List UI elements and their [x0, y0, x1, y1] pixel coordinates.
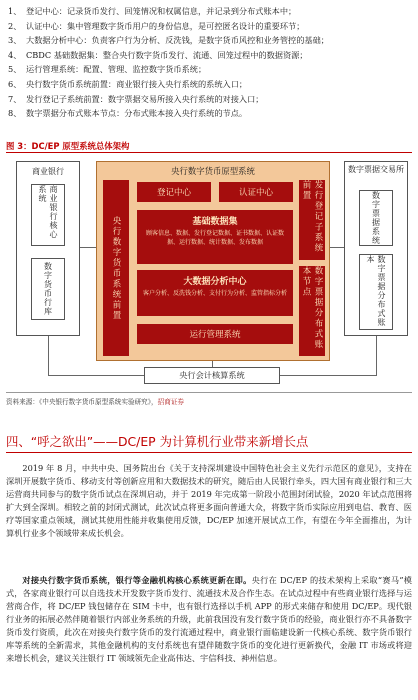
figure-title-rule [6, 152, 412, 153]
bigdata-center-title: 大数据分析中心 [183, 277, 247, 287]
operations-system: 运行管理系统 [137, 324, 293, 344]
architecture-diagram [6, 157, 412, 387]
base-dataset [137, 210, 293, 264]
paragraph-2-lead: 对接央行数字货币系统，银行等金融机构核心系统更新在即。 [22, 575, 252, 585]
paragraph-2-body: 央行在 DC/EP 的技术架构上采取“赛马”模式，各家商业银行可以自选技术开发数字货币发行、流通技术及合作生态。在试点过程中有些商业银行选择与运营商合作，将 DC/EP 钱包储存在 SIM 卡中，也有银行选择以手机 APP 的形式来储存和使用 DC/EP。现代银行业务的拓展必然伴随着银行内部业务系统的升级，此前我国没有发行数字货币的经验，商业银行亦不具备数字货币发行资质，此次在对接央行数字货币的发行流通过程中，商业银行面临建设新一代核心系统、数字货币银行库等系统的全新需求，其他金融机构的支付系统也有望伴随数字货币的变化进行更新换代，金融 IT 市场或将迎来增长机会，建议关注银行 IT 领域领先企业高伟达、宇信科技、神州信息。 [6, 575, 412, 664]
commercial-bank-box [16, 161, 80, 336]
source-note [6, 392, 412, 406]
connector-accounting-left-h [48, 375, 144, 376]
source-prefix: 资料来源：《中央银行数字货币原型系统实验研究》， [6, 398, 158, 406]
commercial-bank-title: 商业银行 [32, 167, 64, 176]
digital-bill-exchange [344, 161, 408, 336]
figure-title: 图 3：DC/EP 原型系统总体架构 [6, 141, 130, 151]
paragraph-1: 2019 年 8 月，中共中央、国务院出台《关于支持深圳建设中国特色社会主义先行示范区的意见》，支持在深圳开展数字货币、移动支付等创新应用和大数据技术的研究，随后由人民银行牵头，四大国有商业银行和三大运营商共同参与的数字货币试点在深圳启动，并于 2019 年完成第一阶段小范围封闭试验，2020 年试点范围将扩大到全深圳。相较之前的封闭式测试，此次试点将更多面向普通大众，将数字货币实际应用到电信、教育、医疗等国家重点领域，测试其使用性能并收集使用反馈，DC/EP 加速开展试点工作，有望在今年全面推出，为计算机行业多个领域带来成长机会。 [6, 463, 412, 539]
base-dataset-desc: 顾客信息、数据、发行登记数据、证书数据、认证数据、运行数据、统计数据、发布数据 [145, 230, 284, 246]
ledger-node: 数字票据分布式账本节点 [299, 266, 325, 356]
connector-accounting-right [376, 336, 377, 376]
connector-accounting-right-h [280, 375, 376, 376]
list-item: 8、 数字票据分布式账本节点：分布式账本接入央行系统的节点。 [8, 108, 248, 119]
registration-center: 登记中心 [137, 182, 211, 202]
component-list [6, 4, 414, 121]
issue-register-front: 发行登记子系统前置 [299, 180, 325, 260]
connector-bank-proto [80, 247, 96, 248]
list-item: 3、 大数据分析中心：负责客户行为分析、反洗钱，是数字货币风控和业务管控的基础； [8, 35, 329, 46]
central-bank-front: 央行数字货币系统前置 [103, 180, 129, 356]
authentication-center: 认证中心 [219, 182, 293, 202]
digital-currency-vault: 数字货币行库 [31, 258, 65, 320]
list-item: 4、 CBDC 基础数据集：整合央行数字货币发行、流通、回笼过程中的数据资源； [8, 49, 308, 60]
connector-proto-exch [330, 247, 344, 248]
list-item: 2、 认证中心：集中管理数字货币用户的身份信息，是可控匿名设计的重要环节； [8, 20, 305, 31]
central-bank-prototype [96, 161, 330, 361]
list-item: 6、 央行数字货币系统前置：商业银行接入央行系统的系统入口； [8, 78, 248, 89]
bank-core-system: 商业银行核心系统 [31, 184, 65, 246]
bigdata-center [137, 270, 293, 316]
paragraph-2 [6, 574, 412, 665]
list-item: 1、 登记中心：记录货币发行、回笼情况和权属信息，并记录到分布式账本中； [8, 6, 297, 16]
list-item: 7、 发行登记子系统前置：数字票据交易所接入央行系统的对接入口； [8, 93, 264, 104]
section-heading: 四、“呼之欲出”——DC/EP 为计算机行业带来新增长点 [6, 434, 309, 449]
digital-bill-ledger: 数字票据分布式账本 [359, 254, 393, 330]
accounting-system: 央行会计核算系统 [144, 367, 280, 384]
exchange-title: 数字票据交易所 [348, 165, 404, 174]
digital-bill-system: 数字票据系统 [359, 190, 393, 246]
prototype-title: 央行数字货币原型系统 [171, 166, 255, 176]
connector-accounting-left [48, 336, 49, 376]
source-brand: 招商证券 [157, 398, 185, 406]
section-rule [6, 452, 412, 453]
list-item: 5、 运行管理系统：配置、管理、监控数字货币系统； [8, 64, 207, 75]
base-dataset-title: 基础数据集 [192, 217, 238, 227]
bigdata-center-desc: 客户分析、反洗钱分析、支付行为分析、监管指标分析 [142, 290, 287, 297]
